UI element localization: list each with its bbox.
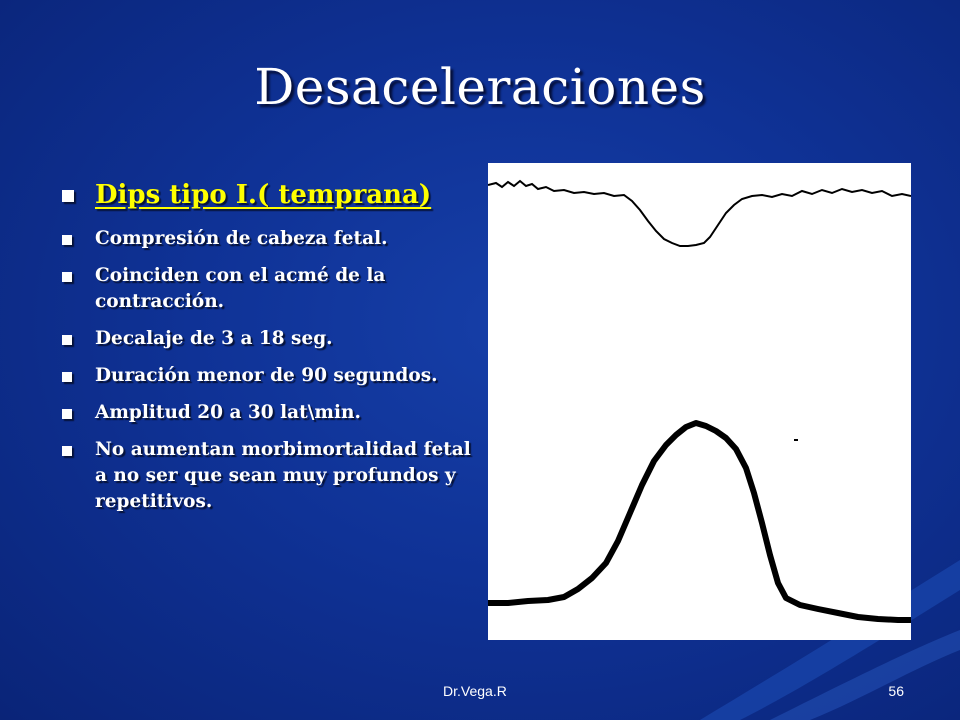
bullet-item: Decalaje de 3 a 18 seg. [62, 326, 482, 352]
bullet-item: Dips tipo I.( temprana) [62, 178, 482, 212]
bullet-item: No aumentan morbimortalidad fetal a no ser que sean muy profundos y repetitivos. [62, 437, 482, 515]
bullet-square-icon [62, 272, 72, 282]
bullet-square-icon [62, 235, 72, 245]
bullet-square-icon [62, 335, 72, 345]
uterine-contraction-trace [488, 423, 911, 620]
slide-title: Desaceleraciones [254, 58, 706, 116]
fetal-heart-rate-trace [488, 181, 911, 246]
page-number: 56 [888, 683, 904, 699]
bullet-item: Compresión de cabeza fetal. [62, 226, 482, 252]
bullet-item: Amplitud 20 a 30 lat\min. [62, 400, 482, 426]
bullet-item: Coinciden con el acmé de la contracción. [62, 263, 482, 315]
bullet-square-icon [62, 190, 74, 202]
ctg-tracing-image [488, 163, 911, 640]
ctg-tracing-drawing [488, 163, 911, 640]
footer-author: Dr.Vega.R [443, 683, 507, 699]
bullet-list [62, 178, 482, 526]
bullet-square-icon [62, 446, 72, 456]
bullet-square-icon [62, 409, 72, 419]
bullet-item: Duración menor de 90 segundos. [62, 363, 482, 389]
bullet-square-icon [62, 372, 72, 382]
tracing-speck [794, 439, 798, 441]
